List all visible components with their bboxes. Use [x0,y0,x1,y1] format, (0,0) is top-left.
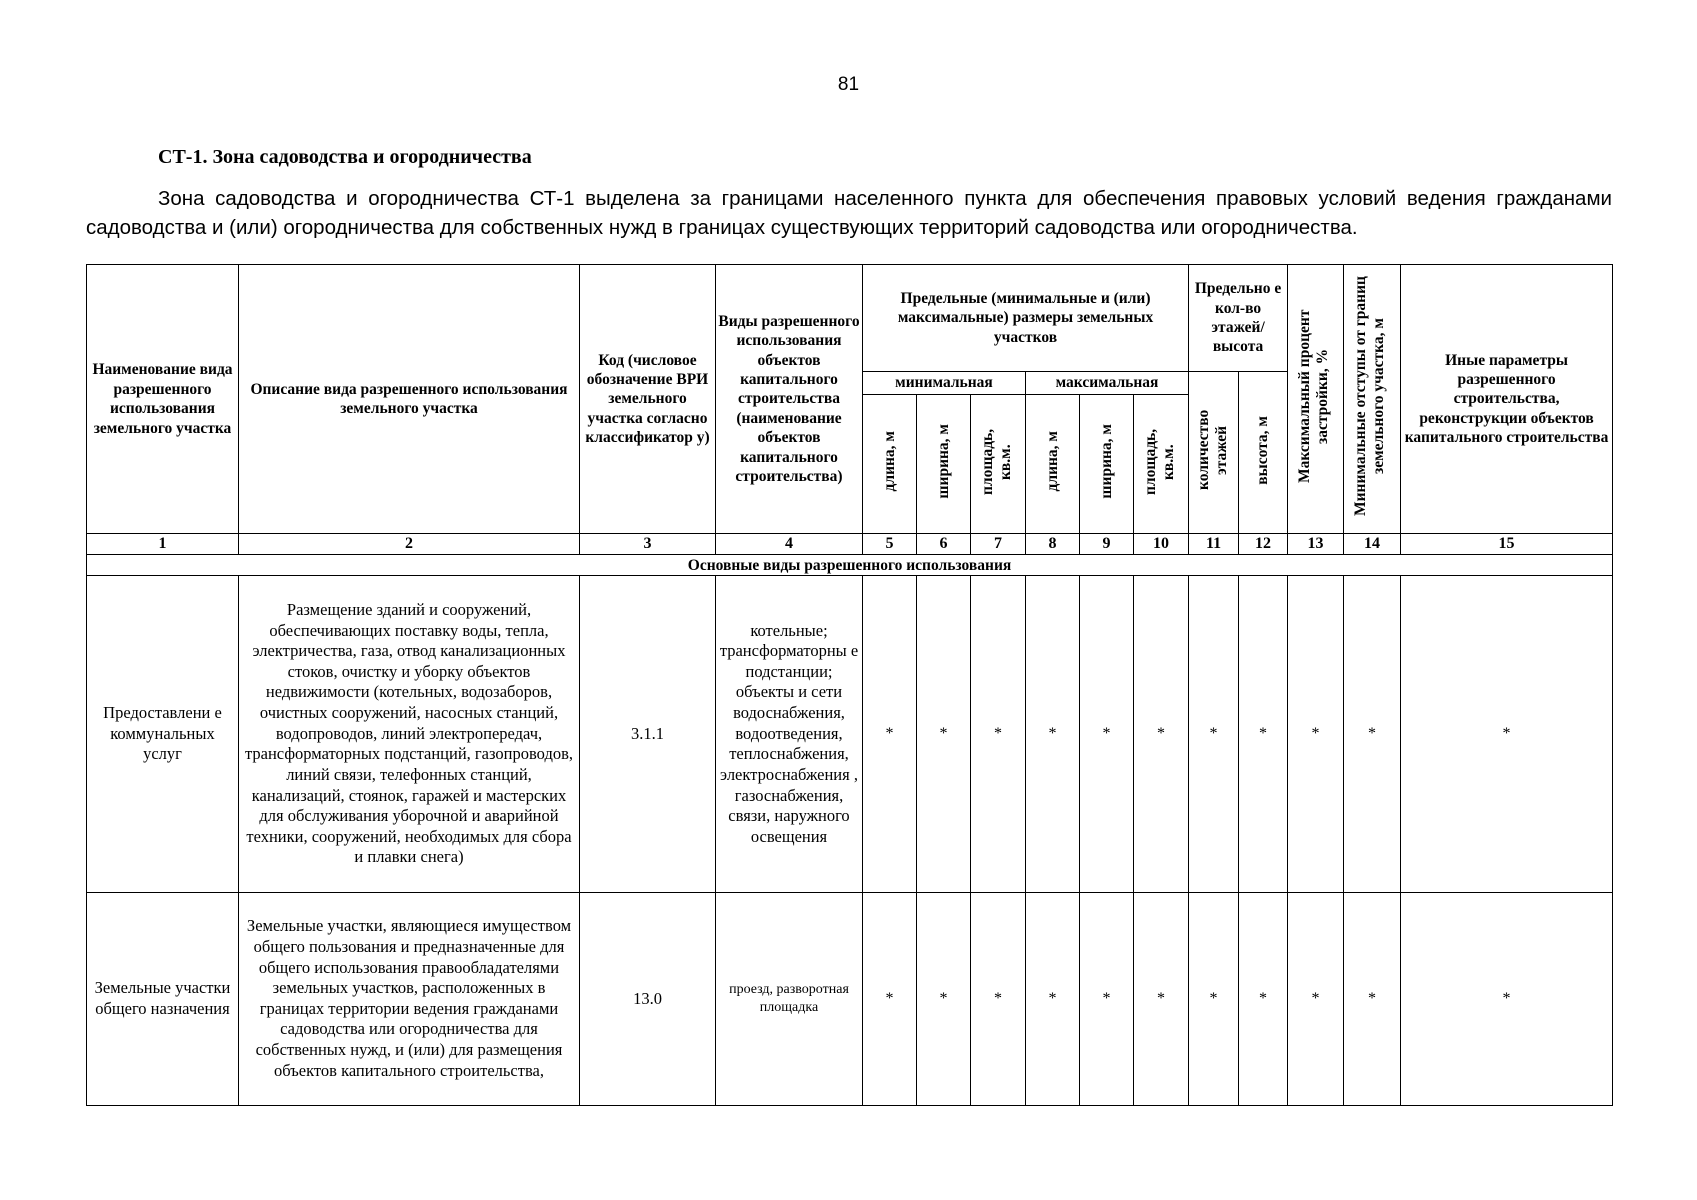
value-cell: * [1288,892,1344,1105]
header-capital-objects: Виды разрешенного использования объектов капитального строительства (наименование объектов капитального строительства) [716,265,863,534]
value-cell: * [1401,576,1613,892]
column-numbers-row [87,534,1613,555]
column-number: 5 [863,534,917,555]
column-number: 15 [1401,534,1613,555]
value-cell: * [1189,892,1239,1105]
header-max-width [1080,395,1134,534]
use-code: 3.1.1 [580,576,716,892]
section-main-uses: Основные виды разрешенного использования [87,555,1613,576]
capital-objects: проезд, разворотная площадка [716,892,863,1105]
column-number: 3 [580,534,716,555]
value-cell: * [1239,576,1288,892]
value-cell: * [1080,576,1134,892]
column-number: 12 [1239,534,1288,555]
column-number: 14 [1344,534,1401,555]
value-cell: * [1080,892,1134,1105]
header-maximum: максимальная [1026,372,1189,395]
column-number: 9 [1080,534,1134,555]
header-min-width [917,395,971,534]
header-max-length-text: длина, м [1043,431,1061,492]
column-number: 4 [716,534,863,555]
value-cell: * [1026,892,1080,1105]
column-number: 1 [87,534,239,555]
header-min-setbacks [1344,265,1401,534]
value-cell: * [1344,576,1401,892]
column-number: 13 [1288,534,1344,555]
value-cell: * [1401,892,1613,1105]
value-cell: * [1239,892,1288,1105]
use-name: Земельные участки общего назначения [87,892,239,1105]
column-number: 11 [1189,534,1239,555]
header-min-width-text: ширина, м [934,424,952,499]
header-height [1239,372,1288,534]
header-max-building-percent [1288,265,1344,534]
header-code: Код (числовое обозначение ВРИ земельного участка согласно классификатор у) [580,265,716,534]
header-min-length-text: длина, м [880,431,898,492]
header-min-setbacks-text: Минимальные отступы от границ земельного участка, м [1352,276,1387,517]
value-cell: * [1189,576,1239,892]
header-max-area-text: площадь, кв.м. [1142,428,1177,495]
page-number: 81 [837,74,860,95]
header-floor-limits: Предельно е кол-во этажей/ высота [1189,265,1288,372]
zone-regulations-table [86,264,1613,1106]
use-name: Предоставлени е коммунальных услуг [87,576,239,892]
header-max-building-percent-text: Максимальный процент застройки, % [1295,309,1331,484]
table-row [87,576,1613,892]
value-cell: * [863,892,917,1105]
value-cell: * [1134,892,1189,1105]
header-max-length [1026,395,1080,534]
column-number: 10 [1134,534,1189,555]
header-min-length [863,395,917,534]
value-cell: * [917,892,971,1105]
column-number: 7 [971,534,1026,555]
header-min-area-text: площадь, кв.м. [979,428,1014,495]
capital-objects: котельные; трансформаторны е подстанции; объекты и сети водоснабжения, водоотведения, теплоснабжения, электроснабжения , газоснабжения, связи, наружного освещения [716,576,863,892]
header-height-text: высота, м [1254,415,1272,485]
value-cell: * [917,576,971,892]
header-max-width-text: ширина, м [1097,424,1115,499]
header-other-parameters: Иные параметры разрешенного строительства, реконструкции объектов капитального строительства [1401,265,1613,534]
use-description: Земельные участки, являющиеся имуществом общего пользования и предназначенные для общего использования правообладателями земельных участков, расположенных в границах территории ведения гражданами садоводства или огородничества для собственных нужд, и (или) для размещения объектов капитального строительства, [239,892,580,1105]
value-cell: * [863,576,917,892]
header-plot-size-limits: Предельные (минимальные и (или) максимальные) размеры земельных участков [863,265,1189,372]
use-code: 13.0 [580,892,716,1105]
value-cell: * [971,892,1026,1105]
use-description: Размещение зданий и сооружений, обеспечивающих поставку воды, тепла, электричества, газа, отвод канализационных стоков, очистку и уборку объектов недвижимости (котельных, водозаборов, очистных сооружений, насосных станций, водопроводов, линий электропередач, трансформаторных подстанций, газопроводов, линий связи, телефонных станций, канализаций, стоянок, гаражей и мастерских для обслуживания уборочной и аварийной техники, сооружений, необходимых для сбора и плавки снега) [239,576,580,892]
header-description: Описание вида разрешенного использования земельного участка [239,265,580,534]
value-cell: * [1134,576,1189,892]
value-cell: * [1288,576,1344,892]
intro-paragraph: Зона садоводства и огородничества СТ-1 выделена за границами населенного пункта для обеспечения правовых условий ведения гражданами садоводства и (или) огородничества для собственных нужд в границах существующих территорий садоводства или огородничества. [86,187,1612,239]
header-min-area [971,395,1026,534]
header-minimum: минимальная [863,372,1026,395]
header-floor-count-text: количество этажей [1194,409,1230,491]
value-cell: * [1344,892,1401,1105]
section-title: СТ-1. Зона садоводства и огородничества [158,146,532,168]
header-max-area [1134,395,1189,534]
value-cell: * [971,576,1026,892]
table-row [87,892,1613,1105]
value-cell: * [1026,576,1080,892]
column-number: 2 [239,534,580,555]
column-number: 6 [917,534,971,555]
header-permitted-use-name: Наименование вида разрешенного использования земельного участка [87,265,239,534]
header-floor-count [1189,372,1239,534]
column-number: 8 [1026,534,1080,555]
